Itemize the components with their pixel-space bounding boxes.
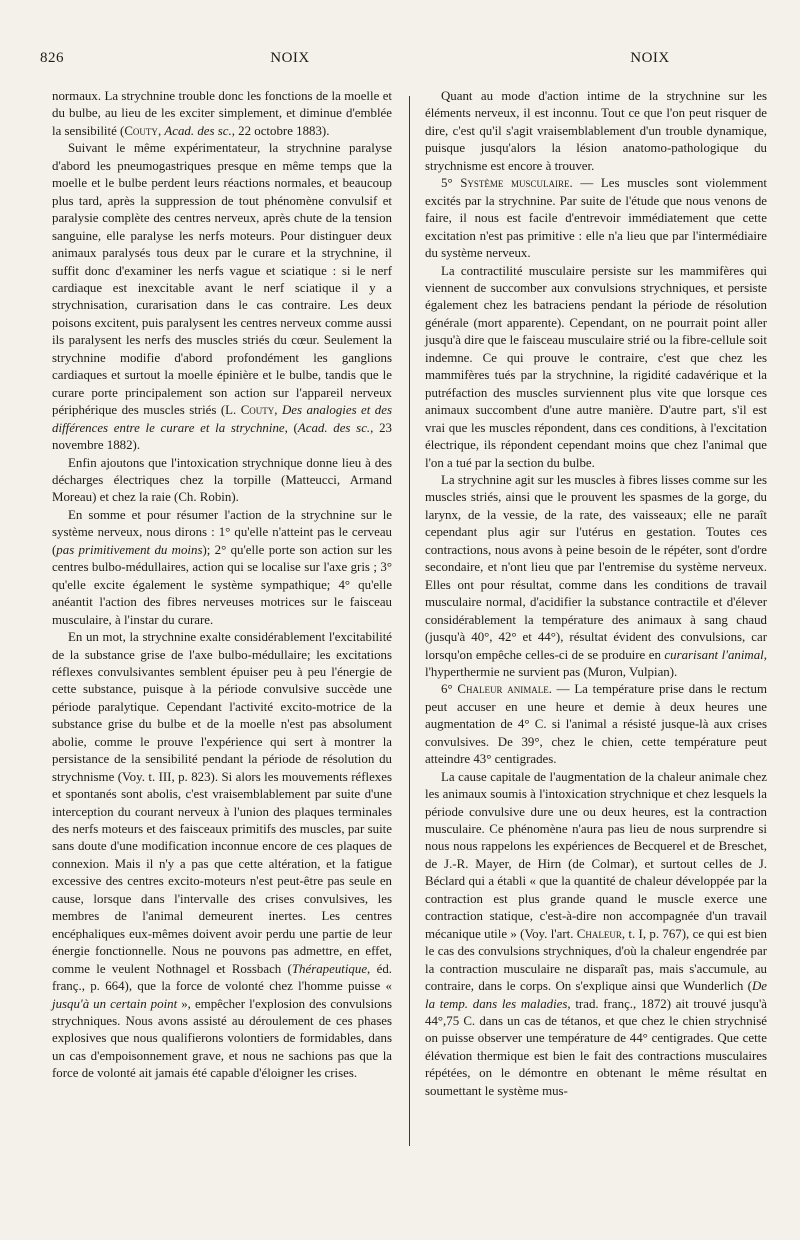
paragraph	[52, 629, 392, 1083]
text-run: , (	[284, 420, 298, 435]
small-caps-text: Chaleur	[576, 926, 622, 941]
small-caps-text: Couty	[240, 403, 275, 418]
paragraph	[52, 455, 392, 507]
text-run: , trad. franç., 1872) ait trouvé jusqu'à 44°,75 C. dans un cas de tétanos, et que chez le chien strychnisé on puisse observer une température de 44° centigrades. Que cette élévation thermique est bien le fait des contractions musculaires répétées, on le démontre en obtenant le même résultat en soumettant le système mus-	[425, 996, 767, 1098]
text-run: , éd. franç., p. 664), que la force de volonté chez l'homme puisse «	[52, 961, 392, 994]
text-run: Suivant le même expérimentateur, la strychnine paralyse d'abord les pneumogastriques presque en même temps que la moelle et le bulbe perdent leurs réactions normales, et beaucoup plus tard, après la suppression de tout phénomène convulsif et paralysie complète des centres nerveux, après chute de la tension sanguine, elle paralyse les nerfs moteurs. Pour distinguer deux animaux paralysés tous deux par le curare et la strychnine, il suffit donc d'examiner les nerfs vague et sciatique : si le nerf cardiaque est inexcitable avant le nerf sciatique il y a strychnisation, curarisation dans le cas contraire. Les deux poisons excitent, puis paralysent les centres nerveux comme aussi ils paralysent les nerfs des muscles striés du cœur. Seulement la strychnine modifie d'abord profondément les ganglions cardiaques et surtout la moelle épinière et le bulbe, tandis que le curare porte principalement son action sur l'appareil nerveux périphérique des muscles striés (L.	[52, 141, 392, 418]
italic-text: curarisant l'animal	[664, 647, 764, 662]
text-run: normaux. La strychnine trouble donc les fonctions de la moelle et du bulbe, au lieu de les exciter simplement, et diminue d'emblée la sensibilité (	[52, 89, 392, 138]
text-run: La cause capitale de l'augmentation de la chaleur animale chez les animaux soumis à l'intoxication strychnique et chez lesquels la période convulsive dure une ou deux heures, est la contraction musculaire. Ce phénomène n'aura pas lieu de nous surprendre si nous nous rappelons les expériences de Becquerel et de Breschet, de J.-R. Mayer, de Hirn (de Colmar), et surtout celles de J. Béclard qui a établi « que la quantité de chaleur développée par la contraction est plus grande quand le muscle exerce une contraction statique, c'est-à-dire non accompagnée d'un travail mécanique utile » (Voy. l'art.	[425, 769, 767, 941]
paragraph	[52, 140, 392, 454]
text-run: ,	[157, 123, 165, 138]
italic-text: Acad. des sc.	[164, 123, 232, 138]
text-run: , t. I, p. 767), ce qui est bien le cas des convulsions strychniques, d'où la chaleur engendrée par la contraction musculaire ne disparaît pas, mais s'accumule, au contraire, dans le corps. On s'explique ainsi que Wunderlich (	[425, 926, 767, 994]
small-caps-text: Chaleur animale.	[457, 682, 552, 697]
text-run: ,	[274, 403, 282, 418]
left-text-column	[52, 88, 392, 1083]
italic-text: Acad. des sc.	[297, 420, 371, 435]
small-caps-text: Couty	[124, 123, 158, 138]
paragraph	[52, 88, 392, 140]
running-title-left: NOIX	[270, 50, 310, 66]
italic-text: De la temp. dans les maladies	[425, 979, 767, 1011]
page-header	[40, 50, 762, 74]
paragraph	[425, 88, 767, 175]
text-run: ); 2° qu'elle porte son action sur les centres bulbo-médullaires, action qui se localise sur l'axe gris ; 3° qu'elle excite également le système sympathique; 4° qu'elle anéantit l'action des fibres nerveuses motrices sur le faisceau musculaire, à l'instar du curare.	[52, 542, 392, 627]
text-run: La strychnine agit sur les muscles à fibres lisses comme sur les muscles striés, ainsi que le prouvent les spasmes de la gorge, du larynx, de la vessie, de la rate, des vaisseaux; elle ne paraît cependant plus agir sur l'utérus en gestation. Toutes ces contractions, nous avons à peine besoin de le répéter, sont d'ordre secondaire, et n'ont lieu que par l'entremise du système nerveux. Elles ont pour résultat, comme dans les conditions de travail musculaire normal, d'acidifier la substance contractile et d'élever considérablement la température des animaux à sang chaud (jusqu'à 40°, 42° et 44°), résultat évident des convulsions, car lorsqu'on empêche celles-ci de se produire en	[425, 472, 767, 662]
text-run: Enfin ajoutons que l'intoxication strychnique donne lieu à des décharges électriques chez la torpille (Matteucci, Armand Moreau) et chez la raie (Ch. Robin).	[52, 455, 392, 505]
paragraph	[52, 507, 392, 629]
column-divider	[409, 96, 410, 1146]
paragraph	[425, 769, 767, 1101]
text-run: , l'hyperthermie ne survient pas (Muron, Vulpian).	[425, 647, 767, 679]
text-run: En un mot, la strychnine exalte considérablement l'excitabilité de la substance grise de l'axe bulbo-médullaire; les excitations réflexes convulsivantes semblent épuiser peu à peu l'énergie de cette substance, puisque à la période convulsive succède une période paralytique. Cependant l'activité excito-motrice de la substance grise du bulbe et de la moelle n'est pas absolument abolie, comme le prouve l'expérience qui sert à montrer la persistance de la sensibilité pendant la période de résolution du strychnisme (Voy. t. III, p. 823). Si alors les mouvements réflexes et spontanés sont abolis, c'est vraisemblablement par suite d'une interception du courant nerveux à l'union des plaques terminales des nerfs moteurs et des faisceaux primitifs des muscles, par suite sans doute d'une modification inconnue encore de ces plaques de connexion. Mais il n'y a pas que cette altération, et la fatigue excessive des centres excito-moteurs n'est peut-être pas seule en cause, lorsque dans l'intervalle des crises convulsives, les membres de l'animal demeurent inertes. Les centres encéphaliques eux-mêmes doivent avoir perdu une partie de leur énergie fonctionnelle. Nous ne pouvons pas admettre, en effet, comme le veulent Nothnagel et Rossbach (	[52, 630, 392, 976]
text-run: — Les muscles sont violemment excités par la strychnine. Par suite de l'étude que nous venons de faire, il nous est facile d'entrevoir immédiatement que cette excitation n'est pas primitive : elle n'a lieu que par l'intermédiaire du système nerveux.	[425, 176, 767, 261]
text-run: 5°	[441, 176, 461, 191]
text-run: », empêcher l'explosion des convulsions strychniques. Nous avons assisté au déroulement de ces phases explosives que nous qualifierons volontiers de formidables, dans un cas d'empoisonnement grave, et nous ne sachions pas que la force de volonté ait jamais été capable d'éloigner les crises.	[52, 996, 392, 1081]
paragraph	[425, 263, 767, 472]
page-number: 826	[40, 50, 64, 66]
italic-text: pas primitivement du moins	[56, 542, 203, 557]
text-run: Quant au mode d'action intime de la strychnine sur les éléments nerveux, il est inconnu. Tout ce que l'on peut risquer de dire, c'est qu'il s'agit vraisemblablement d'un trouble dynamique, puisque jusqu'alors la lésion anatomo-pathologique du strychnisme est encore à trouver.	[425, 89, 767, 173]
text-run: En somme et pour résumer l'action de la strychnine sur le système nerveux, nous dirons : 1° qu'elle n'atteint pas le cerveau (	[52, 507, 392, 557]
text-run: , 23 novembre 1882).	[52, 420, 392, 453]
italic-text: Des analogies et des différences entre le curare et la strychnine	[52, 403, 392, 435]
paragraph	[425, 175, 767, 262]
text-run: 6°	[441, 682, 458, 697]
text-run: , 22 octobre 1883).	[231, 123, 330, 138]
italic-text: Thérapeutique	[291, 961, 368, 976]
running-title-right: NOIX	[630, 50, 670, 66]
text-run: La contractilité musculaire persiste sur les mammifères qui viennent de succomber aux convulsions strychniques, et persiste également chez les batraciens pendant la période de résolution générale (mort apparente). Cependant, on ne pourrait point aller jusqu'à dire que le faisceau musculaire strié ou la fibre-cellule soit indemne. Ce qui prouve le contraire, c'est que chez les mammifères tués par la strychnine, la rigidité cadavérique et la putréfaction des muscles surviennent plus vite que lorsque ces animaux succombent d'une autre manière. D'autre part, s'il est vrai que les muscles répondent, dans ces conditions, à l'excitation électrique, ils répondent cependant moins que chez l'animal que l'on a tué par la section du bulbe.	[425, 263, 767, 470]
paragraph	[425, 681, 767, 768]
right-text-column	[425, 88, 767, 1100]
small-caps-text: Système musculaire.	[460, 176, 573, 191]
text-run: — La température prise dans le rectum peut accuser en une heure et demie à deux heures une augmentation de 4° C. si l'animal a résisté jusque-là aux crises convulsives. De 39°, chez le chien, cette température peut atteindre 43° centigrades.	[425, 682, 767, 767]
paragraph	[425, 472, 767, 681]
italic-text: jusqu'à un certain point	[52, 996, 178, 1011]
